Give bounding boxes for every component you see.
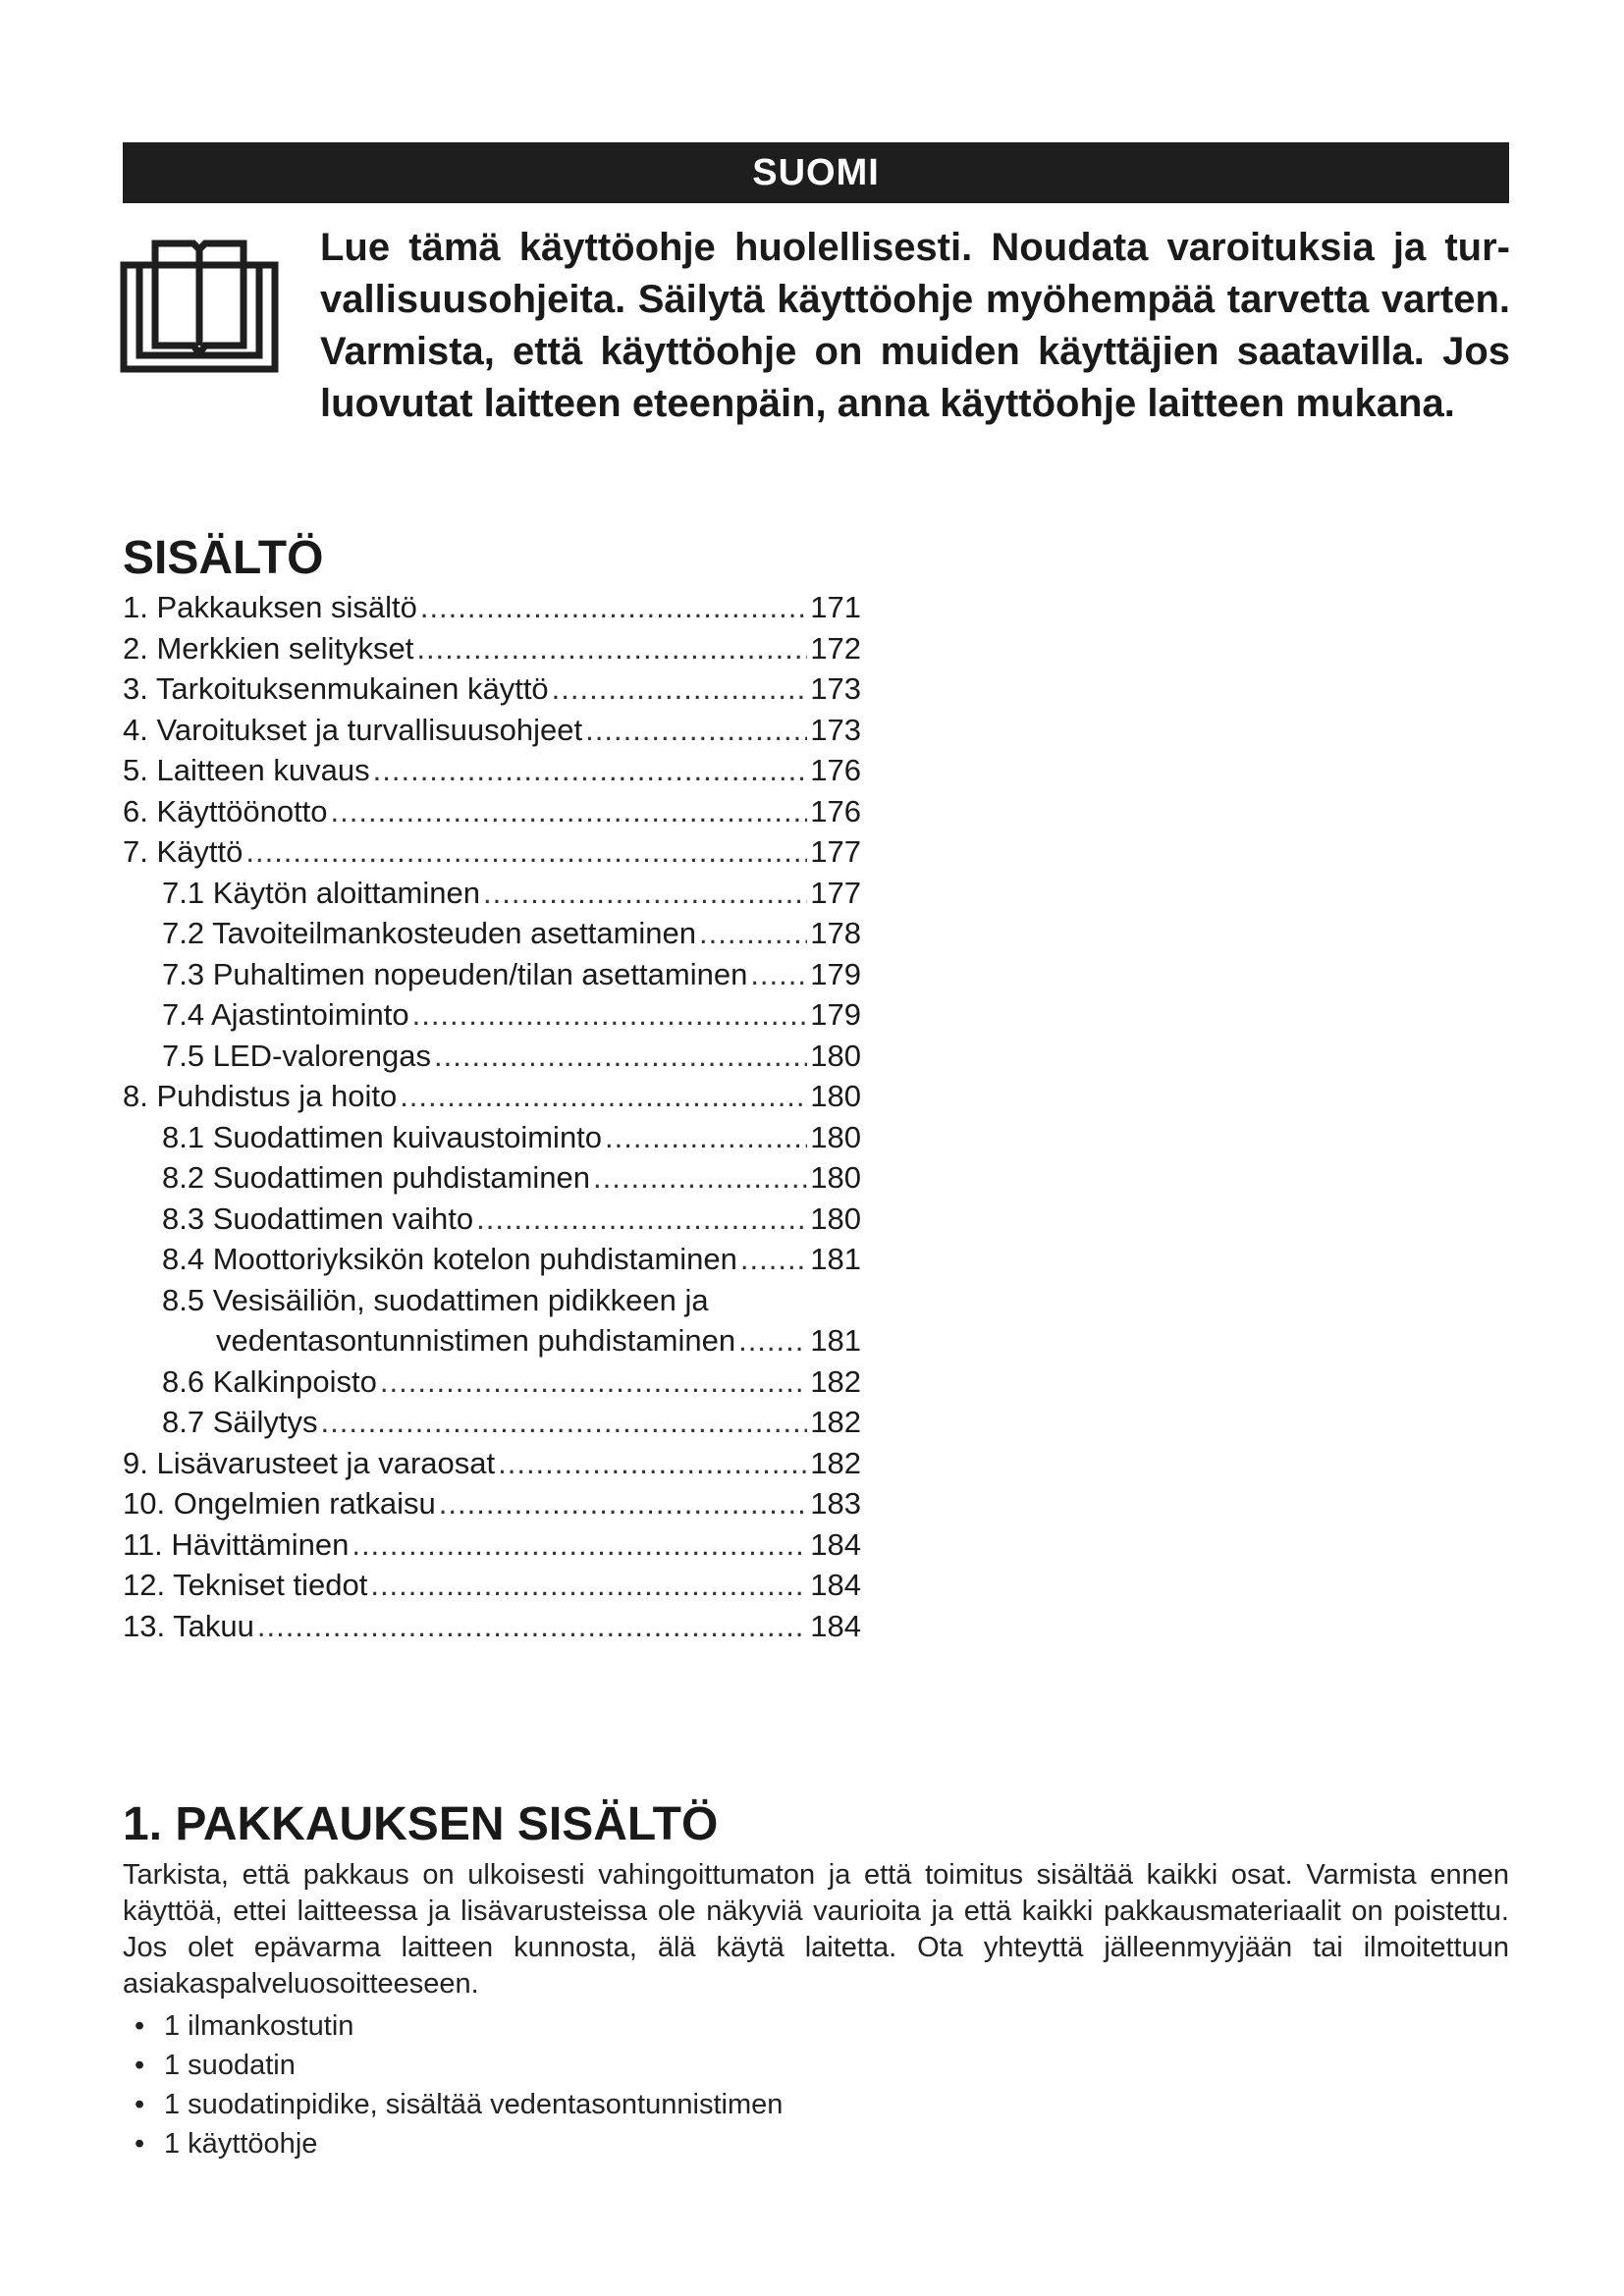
toc-entry-label: 6. Käyttöönotto [123,793,328,828]
toc-title: SISÄLTÖ [123,532,324,584]
toc-entry [123,710,861,751]
toc-entry-page: 180 [810,1201,861,1236]
toc-entry [123,668,861,710]
toc-entry-page: 176 [810,753,861,787]
toc-entry-label: 7. Käyttö [123,834,244,869]
toc-entry-page: 179 [810,956,861,991]
toc-entry-page: 181 [810,1242,861,1276]
package-contents-list [123,2006,783,2163]
intro-line: Lue tämä käyttöohje huolellisesti. Noudata varoituksia ja tur- [320,226,1510,269]
toc-entry-page: 184 [810,1608,861,1643]
toc-entry [123,1036,861,1077]
toc-entry-label: 8.5 Vesisäiliön, suodattimen pidikkeen ja [162,1282,709,1317]
bullet-dot: • [135,2089,145,2120]
toc-leader-dots [699,913,807,954]
list-item [123,2085,783,2124]
toc-entry [123,1524,861,1566]
toc-entry [123,1402,861,1443]
toc-entry-page: 177 [810,834,861,869]
toc-entry [123,1157,861,1199]
toc-leader-dots [476,1199,807,1240]
list-item-text: 1 suodatinpidike, sisältää vedentasontunnistimen [164,2089,784,2120]
toc-entry-page: 173 [810,671,861,706]
toc-entry [123,1606,861,1647]
toc-entry [123,1280,861,1321]
toc-leader-dots [352,1524,807,1566]
toc-entry [123,628,861,669]
toc-leader-dots [585,710,807,751]
toc-leader-dots [245,831,807,873]
toc-entry-page: 180 [810,1119,861,1154]
toc-entry-page: 183 [810,1486,861,1521]
toc-entry-label: 2. Merkkien selitykset [123,630,414,666]
list-item [123,2006,783,2046]
toc-entry [123,1362,861,1403]
toc-entry-page: 171 [810,590,861,624]
toc-entry-label: 13. Takuu [123,1608,254,1643]
toc-leader-dots [420,587,807,628]
toc-entry-label: 7.1 Käytön aloittaminen [162,875,480,910]
intro-line: Varmista, että käyttöohje on muiden käyttäjien saatavilla. Jos [320,330,1510,373]
toc-entry [123,1443,861,1484]
toc-entry-label: 7.5 LED-valorengas [162,1038,431,1073]
toc-entry [123,994,861,1036]
toc-entry-label: 7.2 Tavoiteilmankosteuden asettaminen [162,916,696,950]
toc-entry [123,1320,861,1362]
toc-entry [123,1076,861,1117]
toc-leader-dots [400,1076,807,1117]
toc-entry-page: 178 [810,916,861,950]
toc-leader-dots [373,750,808,791]
section-title: 1. PAKKAUKSEN SISÄLTÖ [123,1798,719,1850]
toc-leader-dots [740,1239,807,1280]
toc-leader-dots [439,1483,807,1524]
toc-entry-label: 7.4 Ajastintoiminto [162,997,409,1032]
toc-entry-label: 8.6 Kalkinpoisto [162,1363,377,1399]
toc-entry [123,1565,861,1606]
toc-entry [123,1483,861,1524]
intro-line: luovutat laitteen eteenpäin, anna käyttöohje laitteen mukana. [320,382,1455,425]
toc-leader-dots [331,791,808,832]
toc-entry [123,750,861,791]
list-item-text: 1 suodatin [164,2050,296,2081]
list-item [123,2124,783,2163]
toc-entry-label: 11. Hävittäminen [123,1526,350,1562]
toc-entry-page: 173 [810,712,861,747]
list-item-text: 1 käyttöohje [164,2128,318,2160]
toc-leader-dots [738,1320,807,1362]
toc-entry [123,587,861,628]
toc-entry-label: 7.3 Puhaltimen nopeuden/tilan asettaminen [162,956,748,991]
toc-entry-label: 12. Tekniset tiedot [123,1568,368,1602]
manual-book-icon [120,236,279,373]
toc-entry-page: 180 [810,1160,861,1195]
toc-leader-dots [605,1117,807,1158]
language-header [123,142,1509,203]
toc-entry-label: 3. Tarkoituksenmukainen käyttö [123,671,549,706]
section-body: Tarkista, että pakkaus on ulkoisesti vahingoittumaton ja että toimitus sisältää kaikki osat. Varmista ennen käyttöä, ettei laitteessa ja lisävarusteissa ole näkyviä vaurioita ja että kaikki pakkausmateriaalit on poistettu. Jos olet epävarma laitteen kunnosta, älä käytä laitetta. Ota yhteyttä jälleenmyyjään tai ilmoitettuun asiakaspalveluosoitteeseen. [123,1859,1509,2000]
toc-leader-dots [416,628,807,669]
toc-entry-label: 8.2 Suodattimen puhdistaminen [162,1160,591,1195]
toc-entry-label: 8.7 Säilytys [162,1405,318,1439]
toc-entry-label: 9. Lisävarusteet ja varaosat [123,1445,496,1480]
toc-entry-page: 176 [810,793,861,828]
toc-leader-dots [552,668,808,710]
toc-entry [123,1239,861,1280]
toc-entry-page: 179 [810,997,861,1032]
list-item-text: 1 ilmankostutin [164,2010,354,2042]
intro-line: vallisuusohjeita. Säilytä käyttöohje myöhempää tarvetta varten. [320,278,1510,321]
toc-entry [123,873,861,914]
toc-entry-page: 180 [810,1038,861,1073]
intro-warning-text [320,222,1510,430]
toc-leader-dots [593,1157,807,1199]
bullet-dot: • [135,2128,145,2160]
toc-entry-page: 182 [810,1363,861,1399]
toc-leader-dots [257,1606,807,1647]
toc-entry [123,913,861,954]
toc-entry-label: 8.3 Suodattimen vaihto [162,1201,474,1236]
toc-entry-page: 172 [810,630,861,666]
toc-entry-page: 177 [810,875,861,910]
toc-leader-dots [434,1036,807,1077]
language-label: SUOMI [752,151,880,193]
toc-entry [123,1199,861,1240]
toc-entry-label: 1. Pakkauksen sisältö [123,590,417,624]
bullet-dot: • [135,2050,145,2081]
toc-entry [123,791,861,832]
toc-entry [123,831,861,873]
toc-entry-label: 5. Laitteen kuvaus [123,753,370,787]
toc-entry-label: 10. Ongelmien ratkaisu [123,1486,436,1521]
toc-leader-dots [380,1362,807,1403]
toc-entry-page: 184 [810,1526,861,1562]
toc-entry-page: 182 [810,1445,861,1480]
toc-leader-dots [412,994,808,1036]
toc-entry-page: 180 [810,1079,861,1113]
toc-leader-dots [750,954,807,995]
list-item [123,2046,783,2085]
toc-entry [123,1117,861,1158]
toc-entry-page: 182 [810,1405,861,1439]
toc-entry [123,954,861,995]
toc-leader-dots [370,1565,807,1606]
toc-entry-page: 184 [810,1568,861,1602]
toc-leader-dots [483,873,807,914]
toc-entry-label: vedentasontunnistimen puhdistaminen [216,1323,736,1358]
toc-leader-dots [321,1402,808,1443]
toc-entry-label: 8.1 Suodattimen kuivaustoiminto [162,1119,603,1154]
toc-entry-label: 8.4 Moottoriyksikön kotelon puhdistaminen [162,1242,737,1276]
table-of-contents [123,587,861,1646]
toc-entry-label: 8. Puhdistus ja hoito [123,1079,398,1113]
toc-entry-page: 181 [810,1323,861,1358]
toc-entry-label: 4. Varoitukset ja turvallisuusohjeet [123,712,583,747]
bullet-dot: • [135,2010,145,2042]
toc-leader-dots [498,1443,807,1484]
